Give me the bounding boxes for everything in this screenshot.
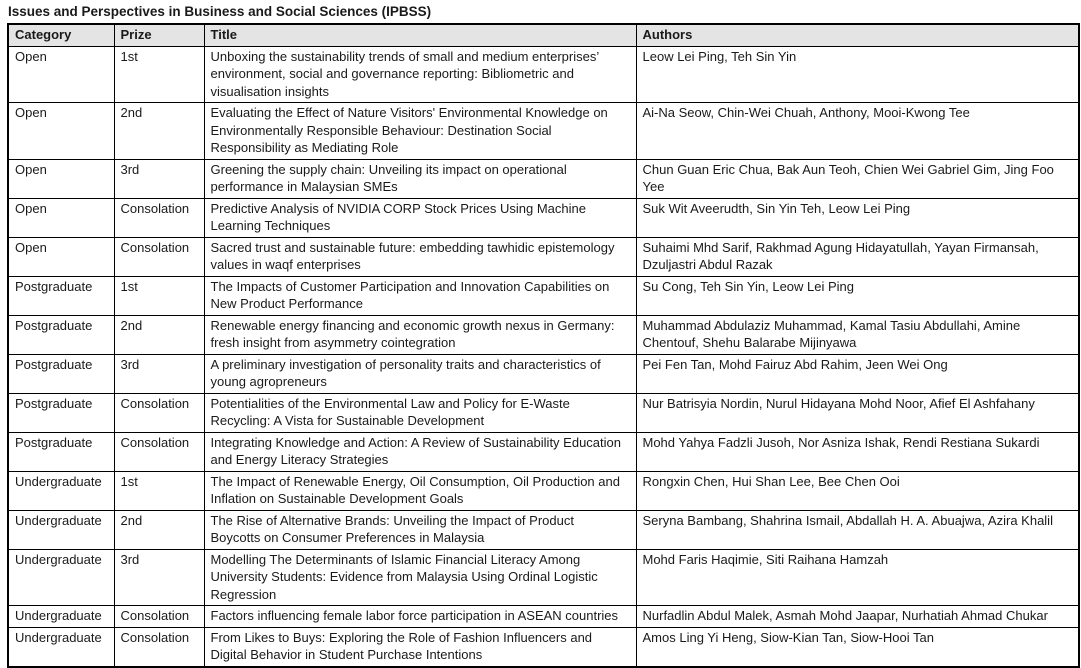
cell-authors: Chun Guan Eric Chua, Bak Aun Teoh, Chien Wei Gabriel Gim, Jing Foo Yee (636, 159, 1079, 198)
header-category: Category (8, 24, 114, 46)
cell-category: Open (8, 46, 114, 103)
cell-title: Greening the supply chain: Unveiling its impact on operational performance in Malaysian SMEs (204, 159, 636, 198)
table-row (8, 315, 1079, 354)
cell-title: The Rise of Alternative Brands: Unveiling the Impact of Product Boycotts on Consumer Preferences in Malaysia (204, 510, 636, 549)
table-row (8, 393, 1079, 432)
cell-category: Postgraduate (8, 393, 114, 432)
page-title: Issues and Perspectives in Business and Social Sciences (IPBSS) (8, 4, 432, 19)
cell-title: Modelling The Determinants of Islamic Financial Literacy Among University Students: Evidence from Malaysia Using Ordinal Logistic Regression (204, 549, 636, 606)
table-row (8, 354, 1079, 393)
table-row (8, 237, 1079, 276)
cell-title: Unboxing the sustainability trends of small and medium enterprises’ environment, social and governance reporting: Bibliometric and visualisation insights (204, 46, 636, 103)
table-body (8, 46, 1079, 667)
cell-category: Postgraduate (8, 354, 114, 393)
cell-authors: Ai-Na Seow, Chin-Wei Chuah, Anthony, Mooi-Kwong Tee (636, 103, 1079, 160)
cell-prize: 2nd (114, 315, 204, 354)
cell-authors: Nur Batrisyia Nordin, Nurul Hidayana Mohd Noor, Afief El Ashfahany (636, 393, 1079, 432)
cell-authors: Mohd Faris Haqimie, Siti Raihana Hamzah (636, 549, 1079, 606)
cell-prize: Consolation (114, 237, 204, 276)
cell-prize: Consolation (114, 432, 204, 471)
cell-authors: Leow Lei Ping, Teh Sin Yin (636, 46, 1079, 103)
cell-authors: Su Cong, Teh Sin Yin, Leow Lei Ping (636, 276, 1079, 315)
cell-prize: 1st (114, 46, 204, 103)
cell-title: Sacred trust and sustainable future: embedding tawhidic epistemology values in waqf enterprises (204, 237, 636, 276)
cell-category: Undergraduate (8, 510, 114, 549)
cell-title: The Impacts of Customer Participation and Innovation Capabilities on New Product Performance (204, 276, 636, 315)
cell-authors: Muhammad Abdulaziz Muhammad, Kamal Tasiu Abdullahi, Amine Chentouf, Shehu Balarabe Mijinyawa (636, 315, 1079, 354)
table-row (8, 276, 1079, 315)
cell-category: Open (8, 159, 114, 198)
cell-prize: 3rd (114, 549, 204, 606)
cell-category: Postgraduate (8, 432, 114, 471)
table-header (8, 24, 1079, 46)
table-row (8, 549, 1079, 606)
cell-prize: 3rd (114, 159, 204, 198)
cell-category: Undergraduate (8, 471, 114, 510)
header-title: Title (204, 24, 636, 46)
awards-table (7, 23, 1080, 668)
cell-prize: Consolation (114, 393, 204, 432)
cell-category: Postgraduate (8, 315, 114, 354)
table-row (8, 510, 1079, 549)
cell-prize: 1st (114, 276, 204, 315)
header-row (8, 24, 1079, 46)
cell-authors: Suk Wit Aveerudth, Sin Yin Teh, Leow Lei Ping (636, 198, 1079, 237)
cell-prize: 1st (114, 471, 204, 510)
cell-prize: Consolation (114, 606, 204, 628)
cell-title: Potentialities of the Environmental Law and Policy for E-Waste Recycling: A Vista for Sustainable Development (204, 393, 636, 432)
table-row (8, 103, 1079, 160)
cell-category: Postgraduate (8, 276, 114, 315)
cell-title: The Impact of Renewable Energy, Oil Consumption, Oil Production and Inflation on Sustainable Development Goals (204, 471, 636, 510)
header-authors: Authors (636, 24, 1079, 46)
table-row (8, 432, 1079, 471)
table-row (8, 198, 1079, 237)
cell-category: Undergraduate (8, 549, 114, 606)
table-row (8, 159, 1079, 198)
cell-title: A preliminary investigation of personality traits and characteristics of young agropreneurs (204, 354, 636, 393)
cell-category: Open (8, 237, 114, 276)
cell-prize: 2nd (114, 510, 204, 549)
table-row (8, 471, 1079, 510)
cell-title: Renewable energy financing and economic growth nexus in Germany: fresh insight from asymmetry cointegration (204, 315, 636, 354)
cell-authors: Suhaimi Mhd Sarif, Rakhmad Agung Hidayatullah, Yayan Firmansah, Dzuljastri Abdul Razak (636, 237, 1079, 276)
cell-title: From Likes to Buys: Exploring the Role of Fashion Influencers and Digital Behavior in Student Purchase Intentions (204, 627, 636, 667)
cell-title: Factors influencing female labor force participation in ASEAN countries (204, 606, 636, 628)
cell-title: Predictive Analysis of NVIDIA CORP Stock Prices Using Machine Learning Techniques (204, 198, 636, 237)
cell-authors: Seryna Bambang, Shahrina Ismail, Abdallah H. A. Abuajwa, Azira Khalil (636, 510, 1079, 549)
table-row (8, 46, 1079, 103)
cell-category: Undergraduate (8, 606, 114, 628)
header-prize: Prize (114, 24, 204, 46)
cell-title: Integrating Knowledge and Action: A Review of Sustainability Education and Energy Literacy Strategies (204, 432, 636, 471)
cell-prize: Consolation (114, 198, 204, 237)
cell-category: Undergraduate (8, 627, 114, 667)
cell-category: Open (8, 103, 114, 160)
cell-authors: Mohd Yahya Fadzli Jusoh, Nor Asniza Ishak, Rendi Restiana Sukardi (636, 432, 1079, 471)
cell-authors: Pei Fen Tan, Mohd Fairuz Abd Rahim, Jeen Wei Ong (636, 354, 1079, 393)
cell-authors: Nurfadlin Abdul Malek, Asmah Mohd Jaapar, Nurhatiah Ahmad Chukar (636, 606, 1079, 628)
table-row (8, 627, 1079, 667)
cell-category: Open (8, 198, 114, 237)
cell-prize: 3rd (114, 354, 204, 393)
cell-prize: Consolation (114, 627, 204, 667)
cell-authors: Amos Ling Yi Heng, Siow-Kian Tan, Siow-Hooi Tan (636, 627, 1079, 667)
cell-prize: 2nd (114, 103, 204, 160)
cell-title: Evaluating the Effect of Nature Visitors' Environmental Knowledge on Environmentally Responsible Behaviour: Destination Social Responsibility as Mediating Role (204, 103, 636, 160)
cell-authors: Rongxin Chen, Hui Shan Lee, Bee Chen Ooi (636, 471, 1079, 510)
table-row (8, 606, 1079, 628)
